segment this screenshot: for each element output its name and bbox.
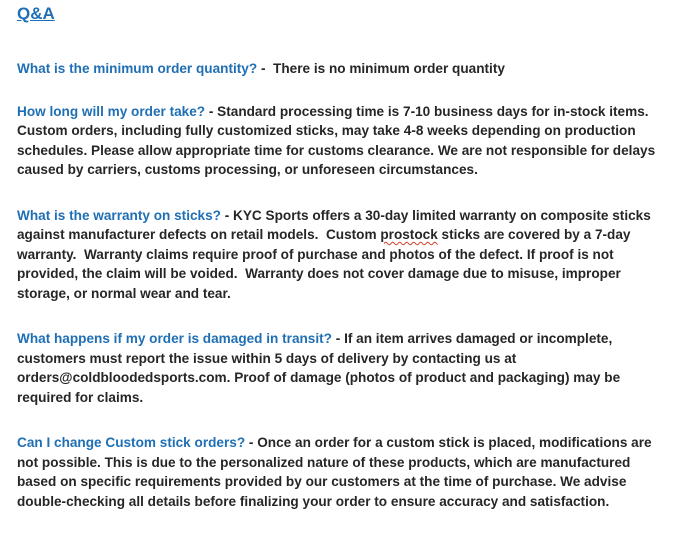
faq-item-minimum-order [17,59,657,79]
faq-question: What is the warranty on sticks? [17,207,221,223]
faq-question: What happens if my order is damaged in transit? [17,331,332,346]
faq-separator: - [245,435,258,450]
faq-answer: There is no minimum order quantity [273,61,505,76]
faq-answer: Standard processing time is 7-10 business days for in-stock items. Custom orders, including fully customized sticks, may take 4-8 weeks depending on production schedules. Please allow appropriate time for customs clearance. We are not responsible for delays caused by carriers, customs processing, or unforeseen circumstances. [17,103,656,177]
faq-answer: Once an order for a custom stick is placed, modifications are not possible. This is due to the personalized nature of these products, which are manufactured based on specific requirements provided by our customers at the time of purchase. We advise double-checking all details before finalizing your order to ensure accuracy and satisfaction. [17,435,652,509]
faq-separator: - [331,331,345,346]
page-title: Q&A [17,4,55,23]
spellcheck-flagged-word: prostock [380,227,438,242]
faq-separator: - [220,207,234,223]
faq-question: How long will my order take? [17,103,206,119]
faq-question: Can I change Custom stick orders? [17,435,246,450]
faq-answer: If an item arrives damaged or incomplete, customers must report the issue within 5 days of delivery by contacting us at orders@coldbloodedsports.com. Proof of damage (photos of product and packaging) may be required for claims. [17,331,621,405]
faq-separator: - [257,61,274,76]
faq-answer-part: KYC Sports offers a 30-day limited warranty on composite sticks against manufacturer defects on retail models. Custom [17,207,655,242]
faq-item-change-custom-orders [17,433,657,511]
faq-question: What is the minimum order quantity? [17,61,258,76]
faq-item-damaged-transit [17,329,657,407]
faq-document [17,0,657,511]
faq-answer-part: sticks are covered by a 7-day warranty. Warranty claims require proof of purchase and photos of the defect. If proof is not provided, the claim will be voided. Warranty does not cover damage due to misuse, improper storage, or normal wear and tear. [17,227,635,301]
faq-item-order-time [17,102,657,180]
faq-item-warranty [17,206,657,304]
faq-separator: - [205,103,218,119]
